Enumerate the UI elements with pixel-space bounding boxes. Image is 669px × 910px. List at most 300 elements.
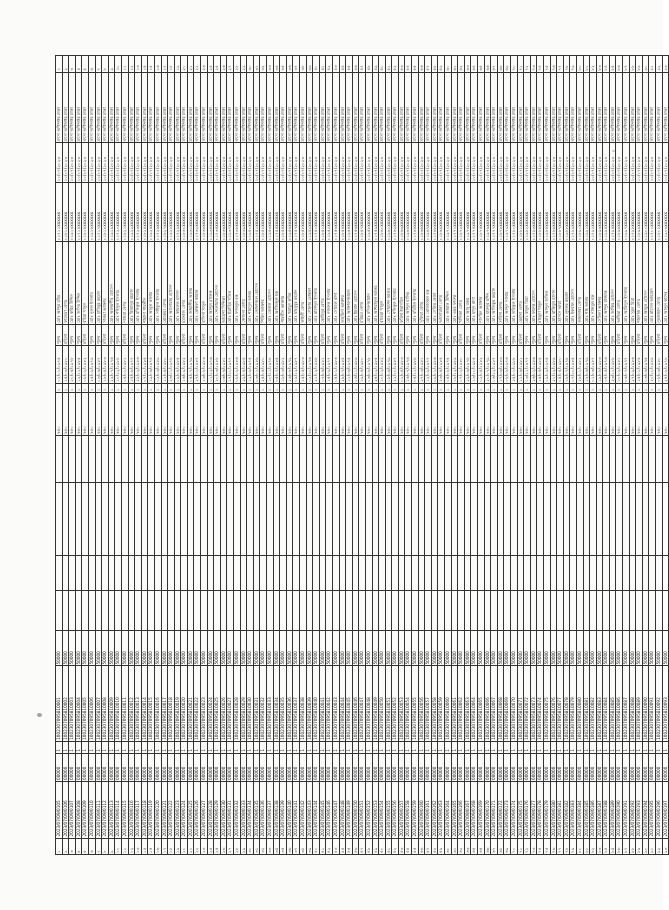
cell-name: মোঃ হাবিবুর রহমান [95,242,102,324]
cell-ref [372,482,379,555]
cell-ph: ০১৮৬৬xxxxxx [418,183,425,242]
cell-val: 50000 [260,631,267,666]
cell-mark: ১ [69,383,76,392]
cell-amt: ৳৫০ [524,393,531,435]
cell-rn: ৫০ [379,56,386,73]
cell-blank2 [530,555,537,590]
cell-dob: ২১/১২/১৯৮৯ [550,346,557,384]
cell-d2: ১০/০৭/২০২৩ [280,143,287,183]
cell-rn: ২৭ [227,56,234,73]
cell-code: 00000 [88,753,95,781]
cell-val: 50000 [121,631,128,666]
cell-blank1 [95,591,102,631]
cell-ph: ০১৭৩৫xxxxxx [214,183,221,242]
cell-sl: ২৯ [240,838,247,854]
cell-one: 1 [194,741,201,753]
cell-off: মৎস্য অধিদপ্তর ঢাকা [451,72,458,143]
cell-sl: ৬০ [445,838,452,854]
cell-blank1 [491,591,498,631]
cell-ph: ০১৮৭৮xxxxxx [497,183,504,242]
cell-d2: ১০/০৭/২০২৩ [108,143,115,183]
cell-acc [141,435,148,482]
cell-sx: মহিলা [280,324,287,345]
cell-off: মৎস্য অধিদপ্তর ঢাকা [629,72,636,143]
cell-d2: ১০/০৭/২০২৩ [207,143,214,183]
cell-code: 00000 [306,753,313,781]
cell-blank1 [662,591,669,631]
cell-id: 1002307095810016 [154,666,161,741]
cell-mark: ১ [392,383,399,392]
cell-sl: ৮০ [576,838,583,854]
cell-val: 50000 [62,631,69,666]
cell-name: শাহনাজ বেগম [636,242,643,324]
cell-mark: ১ [583,383,590,392]
cell-d2: ১০/০৭/২০২৩ [405,143,412,183]
cell-sl: ৮৩ [596,838,603,854]
cell-ph: ০১৭৬৫xxxxxx [412,183,419,242]
cell-sx: পুরুষ [412,324,419,345]
cell-acc [234,435,241,482]
cell-code: 00000 [286,753,293,781]
cell-amt: ৳৫০ [504,393,511,435]
table-row [207,56,214,855]
cell-dob: ০১/০৪/১৯৮৩ [398,346,405,384]
cell-one: 1 [234,741,241,753]
cell-code: 00000 [128,753,135,781]
cell-dob: ১৮/১২/১৯৮৯ [451,346,458,384]
cell-mark: ১ [201,383,208,392]
cell-name: শিরিন আক্তার [260,242,267,324]
cell-ref [557,482,564,555]
cell-mark: ১ [365,383,372,392]
cell-acc [478,435,485,482]
cell-name: মোঃ আব্দুস সালাম [504,242,511,324]
cell-code: 00000 [642,753,649,781]
cell-acc [352,435,359,482]
cell-mark: ১ [207,383,214,392]
cell-sl: ৬৪ [471,838,478,854]
cell-acc [451,435,458,482]
cell-code: 00000 [497,753,504,781]
cell-val: 50000 [346,631,353,666]
cell-rn: ৭৮ [563,56,570,73]
cell-amt: ৳৫০ [656,393,663,435]
cell-ph: ০১৭৫০xxxxxx [313,183,320,242]
cell-rn: ৯২ [656,56,663,73]
cell-dob: ১৯/০৫/১৯৮০ [359,346,366,384]
cell-sx: পুরুষ [570,324,577,345]
cell-acc [168,435,175,482]
cell-date: 2023/07/09/0179 [543,781,550,838]
table-row [154,56,161,855]
cell-dob: ১৪/০৮/১৯৭৭ [128,346,135,384]
cell-d2: ১০/০৭/২০২৩ [385,143,392,183]
cell-sx: পুরুষ [286,324,293,345]
cell-ph: ০১৯৪৩xxxxxx [267,183,274,242]
cell-name: মোঃ হুমায়ুন কবির [286,242,293,324]
cell-d2: ১০/০৭/২০২৩ [372,143,379,183]
cell-mark: ১ [214,383,221,392]
cell-blank2 [280,555,287,590]
cell-name: মোঃ শামসুল আলম [247,242,254,324]
cell-sx: পুরুষ [128,324,135,345]
cell-code: 00000 [319,753,326,781]
cell-off: মৎস্য অধিদপ্তর ঢাকা [537,72,544,143]
cell-val: 50000 [438,631,445,666]
cell-sl: ১২ [128,838,135,854]
cell-date: 2023/07/09/0167 [464,781,471,838]
cell-mark: ১ [398,383,405,392]
cell-rn: ৬৯ [504,56,511,73]
cell-ph: ০১৮৪২xxxxxx [260,183,267,242]
table-row [62,56,69,855]
cell-id: 1002307095810043 [332,666,339,741]
cell-sl: ৪০ [313,838,320,854]
cell-blank1 [359,591,366,631]
cell-mark: ১ [385,383,392,392]
cell-amt: ৳৫০ [596,393,603,435]
cell-sx: পুরুষ [510,324,517,345]
cell-mark: ১ [497,383,504,392]
cell-acc [267,435,274,482]
cell-ph: ০১৯৬৭xxxxxx [425,183,432,242]
cell-one: 1 [451,741,458,753]
cell-ref [616,482,623,555]
cell-dob: ২৫/১২/১৯৮৫ [372,346,379,384]
cell-d2: ১০/০৭/২০২৩ [260,143,267,183]
cell-date: 2023/07/09/0127 [201,781,208,838]
cell-date: 2023/07/09/0174 [510,781,517,838]
cell-name: মোঃ আব্দুল মালেক [207,242,214,324]
cell-mark: ১ [471,383,478,392]
cell-ref [293,482,300,555]
cell-blank2 [418,555,425,590]
cell-amt: ৳৫০ [234,393,241,435]
cell-blank1 [398,591,405,631]
cell-val: 50000 [372,631,379,666]
cell-sl: ৪১ [319,838,326,854]
cell-rn: ৮২ [590,56,597,73]
cell-id: 1002307095810061 [451,666,458,741]
table-row [451,56,458,855]
cell-code: 00000 [56,753,63,781]
cell-name: মোঃ আব্দুল হালিম [405,242,412,324]
cell-code: 00000 [543,753,550,781]
cell-date: 2023/07/09/0162 [431,781,438,838]
table-row [299,56,306,855]
beneficiary-table [55,55,669,855]
cell-sl: ৭৬ [550,838,557,854]
cell-sx: পুরুষ [563,324,570,345]
cell-dob: ০৩/০৬/১৯৭৫ [642,346,649,384]
cell-dob: ০২/১০/১৯৭৬ [306,346,313,384]
cell-blank2 [286,555,293,590]
cell-mark: ১ [75,383,82,392]
cell-code: 00000 [623,753,630,781]
cell-rn: ১০ [115,56,122,73]
table-row [603,56,610,855]
cell-sx: মহিলা [299,324,306,345]
table-row [319,56,326,855]
cell-acc [629,435,636,482]
cell-sl: ৭৮ [563,838,570,854]
cell-ref [286,482,293,555]
cell-id: 1002307095810072 [524,666,531,741]
cell-off: মৎস্য অধিদপ্তর ঢাকা [379,72,386,143]
table-row [148,56,155,855]
cell-off: মৎস্য অধিদপ্তর ঢাকা [260,72,267,143]
cell-date: 2023/07/09/0105 [56,781,63,838]
table-row [339,56,346,855]
cell-sl: ৬৩ [464,838,471,854]
cell-sx: পুরুষ [326,324,333,345]
cell-dob: ০৪/০১/১৯৮৬ [332,346,339,384]
cell-dob: ১১/০৬/১৯৮১ [517,346,524,384]
cell-off: মৎস্য অধিদপ্তর ঢাকা [497,72,504,143]
cell-rn: ২২ [194,56,201,73]
cell-blank1 [425,591,432,631]
cell-blank1 [207,591,214,631]
cell-id: 1002307095810087 [623,666,630,741]
cell-date: 2023/07/09/0163 [438,781,445,838]
cell-one: 1 [616,741,623,753]
table-row [247,56,254,855]
cell-blank1 [141,591,148,631]
cell-id: 1002307095810076 [550,666,557,741]
cell-one: 1 [636,741,643,753]
cell-blank2 [234,555,241,590]
cell-val: 50000 [537,631,544,666]
cell-name: মোঃ মোস্তফা কামাল [194,242,201,324]
cell-off: মৎস্য অধিদপ্তর ঢাকা [194,72,201,143]
cell-d2: ১০/০৭/২০২৩ [154,143,161,183]
cell-off: মৎস্য অধিদপ্তর ঢাকা [359,72,366,143]
cell-id: 1002307095810050 [379,666,386,741]
cell-date: 2023/07/09/0176 [524,781,531,838]
cell-rn: ৩১ [253,56,260,73]
cell-acc [379,435,386,482]
cell-blank1 [286,591,293,631]
cell-ref [629,482,636,555]
cell-name: মাহমুদা খাতুন [537,242,544,324]
cell-ph: ০১৭৩৮xxxxxx [234,183,241,242]
cell-blank1 [187,591,194,631]
cell-blank1 [75,591,82,631]
cell-amt: ৳৫০ [471,393,478,435]
cell-amt: ৳৫০ [299,393,306,435]
cell-sx: পুরুষ [642,324,649,345]
table-row [273,56,280,855]
cell-ref [168,482,175,555]
cell-rn: ৭৩ [530,56,537,73]
cell-blank2 [557,555,564,590]
cell-val: 50000 [392,631,399,666]
cell-rn: ৬৭ [491,56,498,73]
cell-blank1 [234,591,241,631]
cell-amt: ৳৫০ [563,393,570,435]
cell-sl: ৭৩ [530,838,537,854]
cell-d2: ১০/০৭/২০২৩ [313,143,320,183]
cell-amt: ৳৫০ [174,393,181,435]
cell-id: 1002307095810017 [161,666,168,741]
cell-date: 2023/07/09/0136 [260,781,267,838]
cell-sl: ৪২ [326,838,333,854]
cell-one: 1 [484,741,491,753]
cell-d2: ১০/০৭/২০২৩ [365,143,372,183]
cell-off: মৎস্য অধিদপ্তর ঢাকা [108,72,115,143]
cell-one: 1 [596,741,603,753]
cell-ph: ০১৯৫৫xxxxxx [346,183,353,242]
cell-id: 1002307095810014 [141,666,148,741]
cell-id: 1002307095810058 [431,666,438,741]
cell-one: 1 [662,741,669,753]
cell-date: 2023/07/09/0123 [174,781,181,838]
cell-rn: ৭ [95,56,102,73]
cell-val: 50000 [286,631,293,666]
cell-off: মৎস্য অধিদপ্তর ঢাকা [128,72,135,143]
cell-amt: ৳৫০ [253,393,260,435]
cell-date: 2023/07/09/0143 [306,781,313,838]
cell-sl: ৩৭ [293,838,300,854]
cell-rn: ৮১ [583,56,590,73]
cell-off: মৎস্য অধিদপ্তর ঢাকা [458,72,465,143]
cell-val: 50000 [609,631,616,666]
cell-mark: ১ [642,383,649,392]
table-row [69,56,76,855]
table-row [372,56,379,855]
cell-code: 00000 [445,753,452,781]
cell-name: ফাতেমা বেগম [62,242,69,324]
cell-sx: মহিলা [201,324,208,345]
cell-code: 00000 [214,753,221,781]
cell-rn: ৪২ [326,56,333,73]
cell-blank1 [194,591,201,631]
cell-rn: ৬ [88,56,95,73]
cell-off: মৎস্য অধিদপ্তর ঢাকা [352,72,359,143]
cell-acc [319,435,326,482]
cell-sx: পুরুষ [253,324,260,345]
cell-amt: ৳৫০ [405,393,412,435]
cell-id: 1002307095810062 [458,666,465,741]
cell-date: 2023/07/09/0182 [563,781,570,838]
cell-sx: মহিলা [240,324,247,345]
cell-mark: ১ [299,383,306,392]
cell-amt: ৳৫০ [240,393,247,435]
cell-blank2 [484,555,491,590]
cell-ref [332,482,339,555]
cell-dob: ২৫/০৮/১৯৭৮ [662,346,669,384]
cell-acc [214,435,221,482]
cell-rn: ১ [56,56,63,73]
cell-one: 1 [445,741,452,753]
cell-ph: ০১৮১৫xxxxxx [82,183,89,242]
cell-id: 1002307095810070 [510,666,517,741]
table-row [656,56,663,855]
cell-blank2 [214,555,221,590]
cell-name: নাসরিন আক্তার [478,242,485,324]
cell-code: 00000 [75,753,82,781]
cell-name: মোঃ দেলোয়ার হোসেন [214,242,221,324]
cell-acc [656,435,663,482]
cell-mark: ১ [306,383,313,392]
cell-sx: মহিলা [121,324,128,345]
cell-val: 50000 [557,631,564,666]
cell-date: 2023/07/09/0151 [359,781,366,838]
cell-id: 1002307095810019 [174,666,181,741]
cell-one: 1 [332,741,339,753]
cell-d2: ১০/০৭/২০২৩ [220,143,227,183]
cell-id: 1002307095810038 [299,666,306,741]
cell-rn: ৪ [75,56,82,73]
cell-amt: ৳৫০ [95,393,102,435]
cell-dob: ০৫/০৭/১৯৮৫ [273,346,280,384]
cell-amt: ৳৫০ [313,393,320,435]
cell-ref [181,482,188,555]
cell-mark: ১ [603,383,610,392]
cell-blank1 [332,591,339,631]
cell-amt: ৳৫০ [82,393,89,435]
cell-id: 1002307095810077 [557,666,564,741]
cell-ref [438,482,445,555]
cell-one: 1 [524,741,531,753]
cell-amt: ৳৫০ [280,393,287,435]
cell-ph: ০১৯৭৬xxxxxx [484,183,491,242]
cell-off: মৎস্য অধিদপ্তর ঢাকা [517,72,524,143]
cell-mark: ১ [319,383,326,392]
cell-mark: ১ [530,383,537,392]
cell-amt: ৳৫০ [491,393,498,435]
cell-d2: ১০/০৭/২০২৩ [392,143,399,183]
table-row [326,56,333,855]
cell-id: 1002307095810029 [240,666,247,741]
cell-ref [464,482,471,555]
cell-amt: ৳৫০ [220,393,227,435]
cell-ph: ০১৮২৭xxxxxx [161,183,168,242]
cell-rn: ৬৩ [464,56,471,73]
cell-amt: ৳৫০ [537,393,544,435]
cell-rn: ৩৮ [299,56,306,73]
cell-one: 1 [543,741,550,753]
cell-blank2 [82,555,89,590]
cell-d2: ১০/০৭/২০২৩ [609,143,616,183]
cell-d2: ১০/০৭/২০২৩ [649,143,656,183]
cell-one: 1 [392,741,399,753]
cell-off: মৎস্য অধিদপ্তর ঢাকা [154,72,161,143]
table-row [187,56,194,855]
cell-sl: ৩৮ [299,838,306,854]
cell-name: মোঃ রফিকুল ইসলাম [135,242,142,324]
cell-code: 00000 [207,753,214,781]
cell-sl: ২৭ [227,838,234,854]
cell-ph: ০১৮৬০xxxxxx [379,183,386,242]
cell-val: 50000 [201,631,208,666]
cell-ph: ০১৭০১xxxxxx [649,183,656,242]
cell-blank2 [339,555,346,590]
cell-val: 50000 [299,631,306,666]
cell-mark: ১ [95,383,102,392]
cell-acc [405,435,412,482]
cell-dob: ১৭/০৩/১৯৮৩ [497,346,504,384]
cell-name: মোঃ কামরুল হাসান [174,242,181,324]
cell-val: 50000 [181,631,188,666]
cell-ref [75,482,82,555]
cell-val: 50000 [148,631,155,666]
cell-date: 2023/07/09/0153 [372,781,379,838]
cell-blank2 [207,555,214,590]
cell-blank2 [616,555,623,590]
cell-amt: ৳৫০ [557,393,564,435]
cell-blank2 [629,555,636,590]
